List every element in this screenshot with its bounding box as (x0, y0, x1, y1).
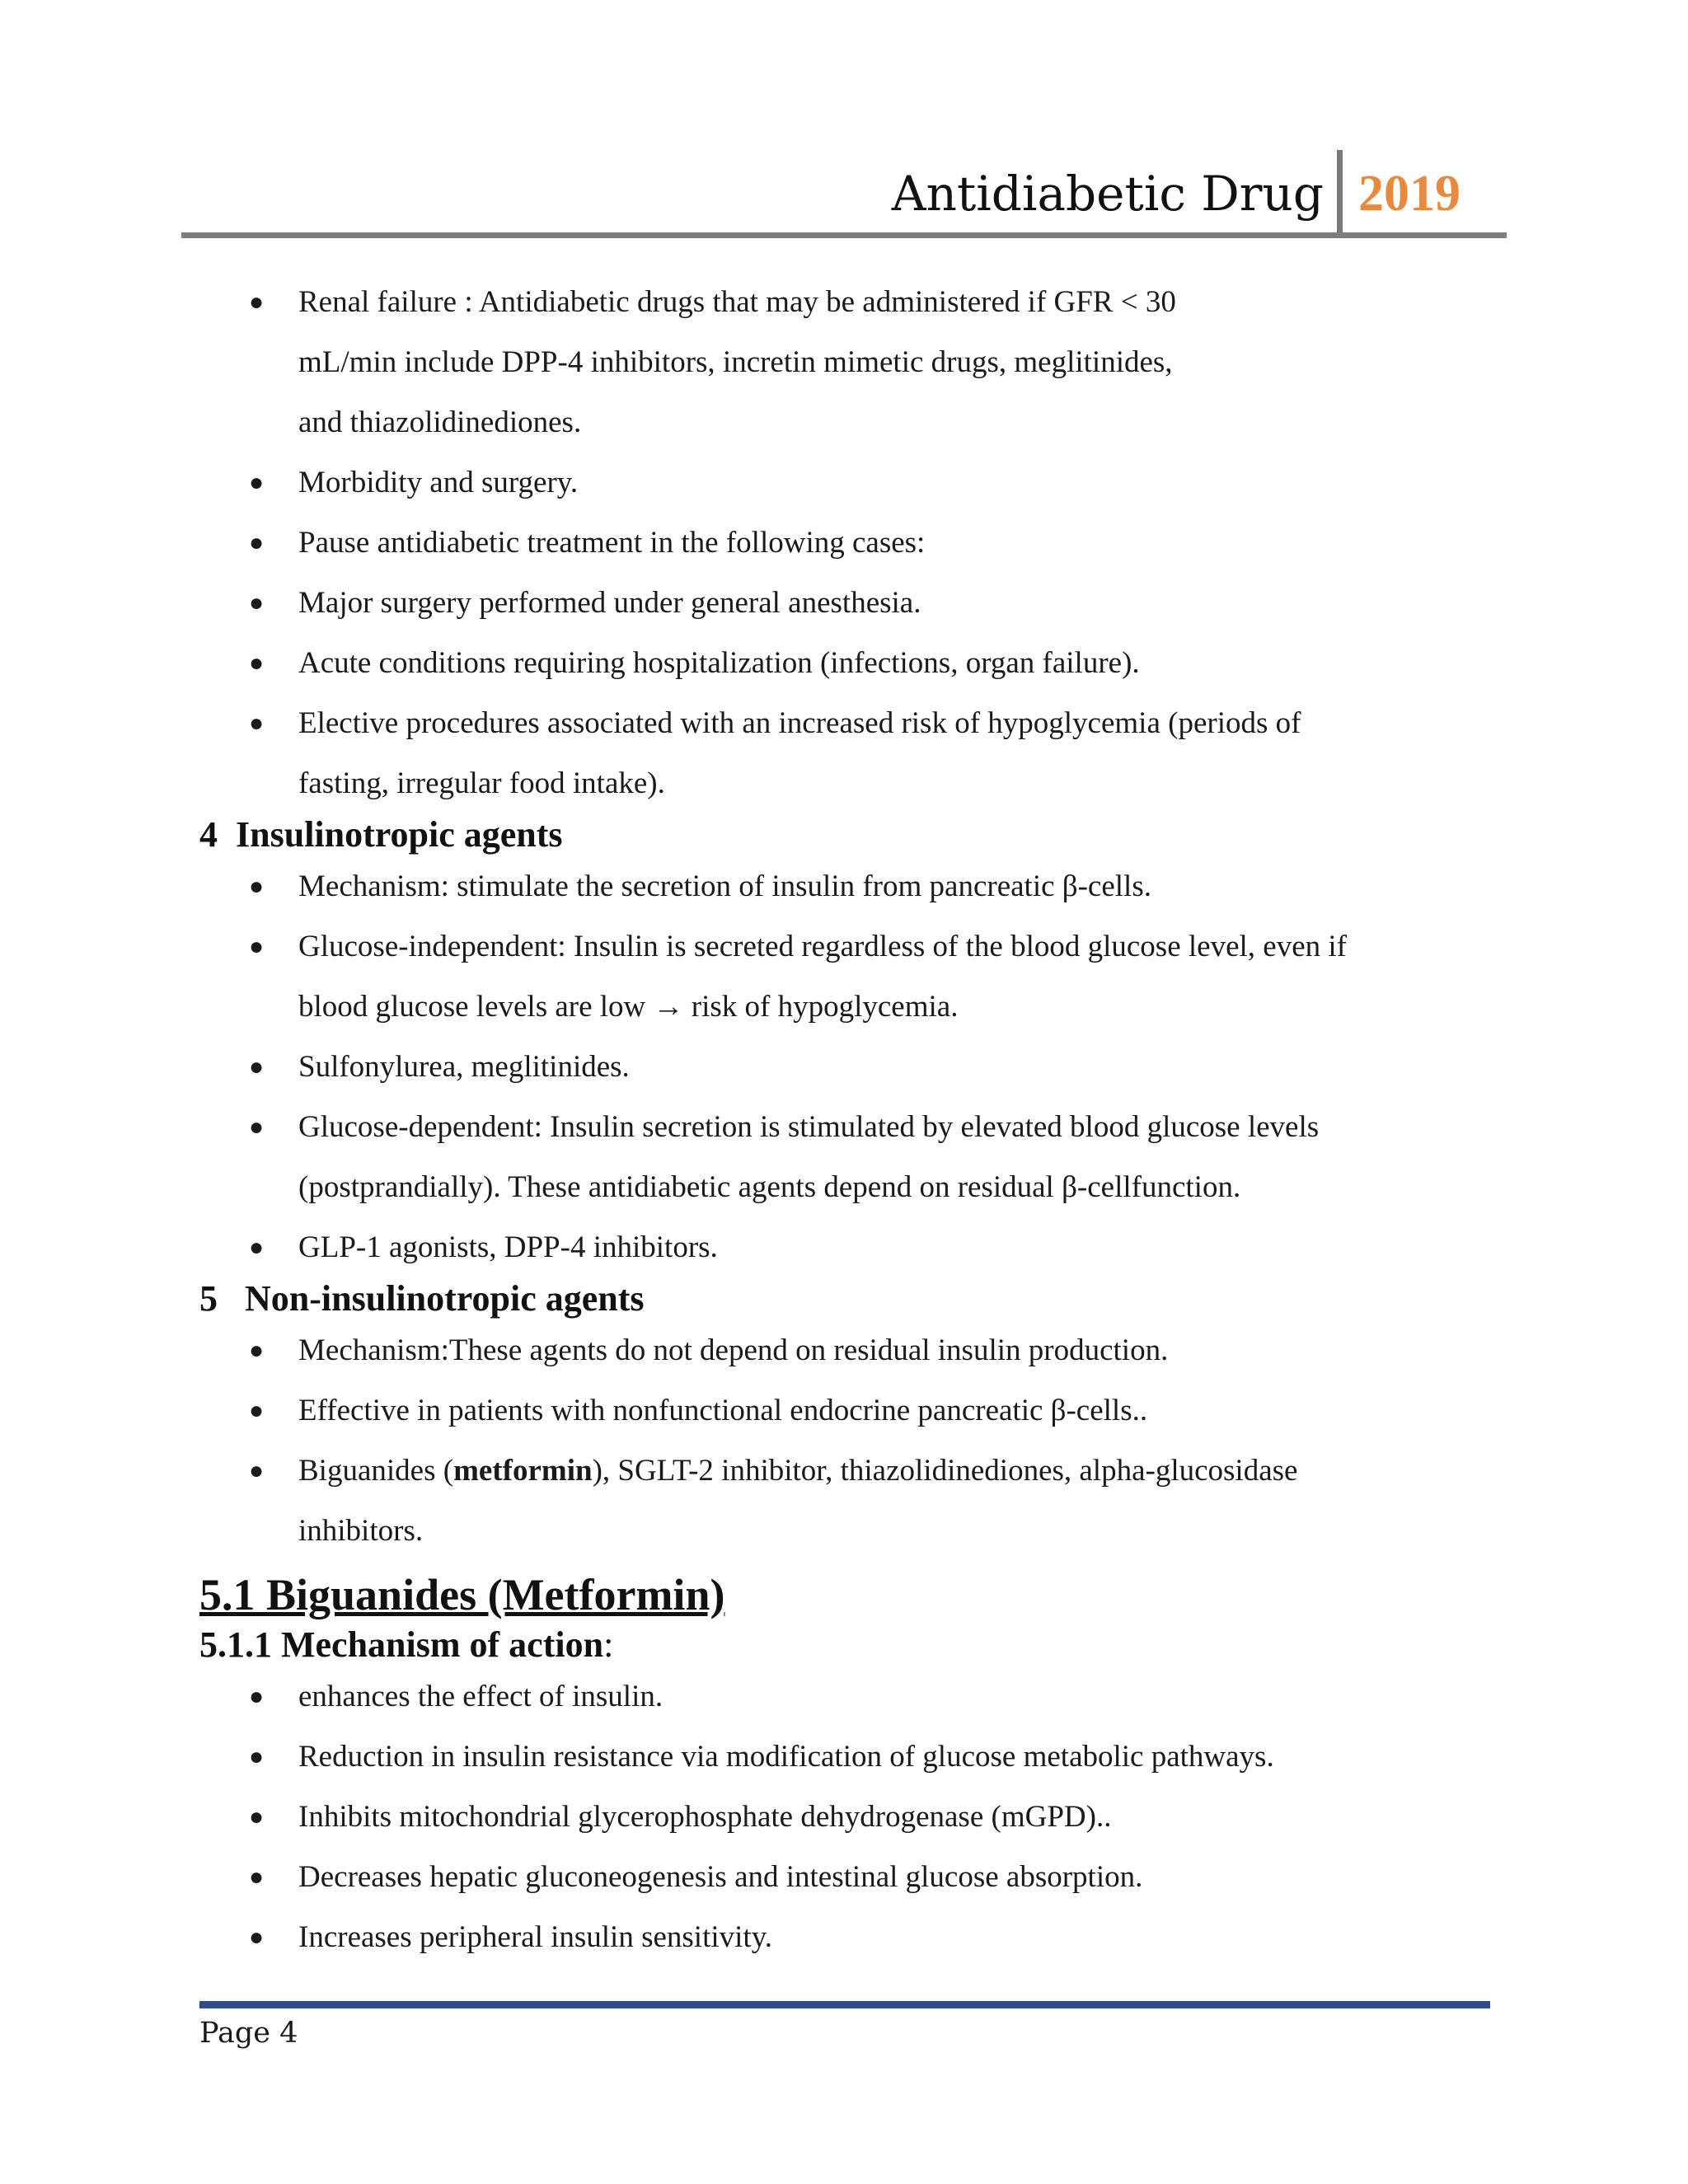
bullet-icon: ● (249, 873, 265, 900)
section-5-heading: 5 Non-insulinotropic agents (199, 1278, 645, 1319)
bullet-icon: ● (249, 589, 265, 616)
bullet-icon: ● (249, 1803, 265, 1830)
mechanism-heading: 5.1.1 Mechanism of action: (199, 1624, 614, 1665)
list-item: ● Biguanides (metformin), SGLT-2 inhibitor, thiazolidinediones, alpha-glucosidase (199, 1441, 1485, 1501)
mechanism-bullet-list (199, 1666, 1485, 1967)
list-item: ● Glucose-independent: Insulin is secreted regardless of the blood glucose level, even if (199, 916, 1485, 977)
list-item: ● enhances the effect of insulin. (199, 1666, 1485, 1727)
bullet-icon: ● (249, 529, 265, 556)
bullet-icon: ● (249, 1337, 265, 1364)
list-item: ● Inhibits mitochondrial glycerophosphate dehydrogenase (mGPD).. (199, 1787, 1485, 1847)
list-item: ● Acute conditions requiring hospitalization (infections, organ failure). (199, 633, 1485, 693)
list-item: ● Mechanism:These agents do not depend on residual insulin production. (199, 1320, 1485, 1380)
section-4-heading: 4 Insulinotropic agents (199, 814, 563, 855)
intro-bullet-list (199, 272, 1485, 813)
list-item-continuation: inhibitors. (298, 1514, 424, 1548)
bullet-icon: ● (249, 710, 265, 737)
bullet-icon: ● (249, 1863, 265, 1891)
bullet-icon: ● (249, 1234, 265, 1261)
list-item: ● Elective procedures associated with an increased risk of hypoglycemia (periods of (199, 693, 1485, 753)
bullet-icon: ● (249, 1924, 265, 1951)
page-header (181, 147, 1507, 239)
header-year: 2019 (1358, 166, 1461, 222)
list-item: ● Major surgery performed under general anesthesia. (199, 573, 1485, 633)
page-content (199, 272, 1485, 1967)
list-item: ● Renal failure : Antidiabetic drugs that may be administered if GFR < 30 (199, 272, 1485, 332)
metformin-bold: metformin (453, 1454, 593, 1488)
footer-rule (199, 2001, 1490, 2008)
list-item: ● Sulfonylurea, meglitinides. (199, 1037, 1485, 1097)
list-item: ● GLP-1 agonists, DPP-4 inhibitors. (199, 1217, 1485, 1277)
bullet-icon: ● (249, 1457, 265, 1484)
list-item-continuation: mL/min include DPP-4 inhibitors, incretin mimetic drugs, meglitinides, (298, 345, 1173, 379)
header-rule (181, 232, 1507, 238)
header-title: Antidiabetic Drug (891, 166, 1324, 222)
list-item: ● Pause antidiabetic treatment in the following cases: (199, 513, 1485, 573)
bullet-icon: ● (249, 933, 265, 960)
list-item: ● Decreases hepatic gluconeogenesis and intestinal glucose absorption. (199, 1847, 1485, 1907)
bullet-icon: ● (249, 1743, 265, 1770)
bullet-icon: ● (249, 649, 265, 677)
bullet-icon: ● (249, 469, 265, 496)
list-item: ● Increases peripheral insulin sensitivity. (199, 1907, 1485, 1967)
section-5-bullet-list (199, 1320, 1485, 1561)
list-item: ● Effective in patients with nonfunctional endocrine pancreatic β-cells.. (199, 1380, 1485, 1441)
list-item-continuation: (postprandially). These antidiabetic agents depend on residual β-cellfunction. (298, 1170, 1241, 1204)
bullet-icon: ● (249, 1053, 265, 1080)
list-item-continuation: blood glucose levels are low → risk of hypoglycemia. (298, 990, 959, 1024)
biguanides-heading: 5.1 Biguanides (Metformin) (199, 1570, 725, 1619)
page-number: Page 4 (199, 2017, 298, 2050)
list-item: ● Reduction in insulin resistance via modification of glucose metabolic pathways. (199, 1727, 1485, 1787)
section-4-bullet-list (199, 856, 1485, 1277)
list-item: ● Mechanism: stimulate the secretion of insulin from pancreatic β-cells. (199, 856, 1485, 916)
list-item-continuation: fasting, irregular food intake). (298, 766, 665, 800)
header-divider (1337, 150, 1343, 232)
bullet-icon: ● (249, 1113, 265, 1141)
list-item: ● Glucose-dependent: Insulin secretion is stimulated by elevated blood glucose levels (199, 1097, 1485, 1157)
list-item: ● Morbidity and surgery. (199, 452, 1485, 513)
bullet-icon: ● (249, 1683, 265, 1710)
bullet-icon: ● (249, 1397, 265, 1424)
bullet-icon: ● (249, 288, 265, 316)
list-item-continuation: and thiazolidinediones. (298, 405, 582, 439)
